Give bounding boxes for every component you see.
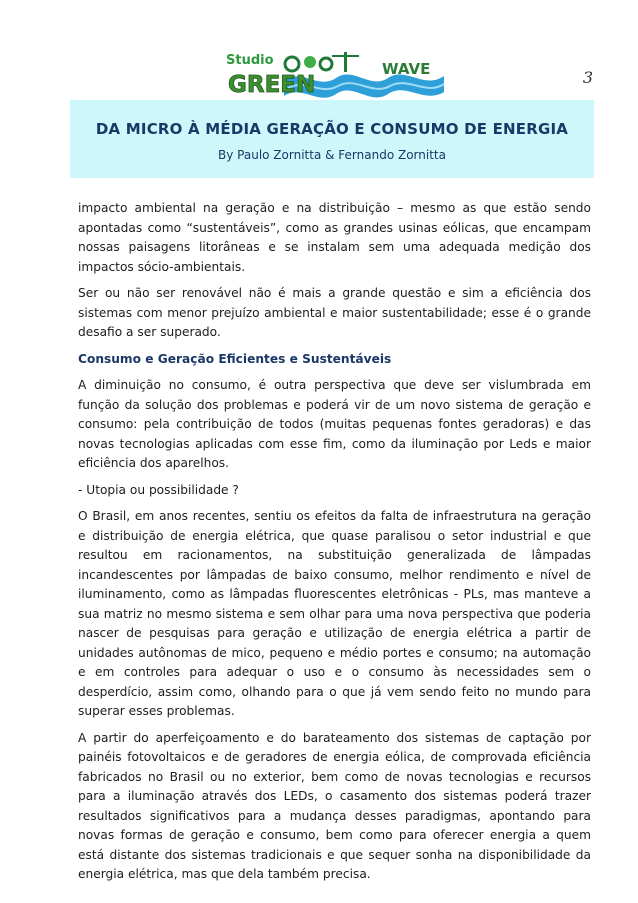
logo-wave-text: WAVE — [382, 60, 431, 78]
logo-graphic — [222, 46, 448, 102]
paragraph: impacto ambiental na geração e na distribuição – mesmo as que estão sendo apontadas como “sustentáveis”, como as grandes usinas eólicas, que encampam nossas paisagens litorâneas e se instalam sem uma adequada medição dos impactos sócio-ambientais. — [78, 201, 591, 274]
paragraph: A partir do aperfeiçoamento e do barateamento dos sistemas de captação por painéis fotovoltaicos e de geradores de energia eólica, de comprovada eficiência fabricados no Brasil ou no exterior, bem como de novas tecnologias e recursos para a iluminação através dos LEDs, o casamento dos sistemas poderá trazer resultados significativos para a mudança desses paradigmas, apontando para novas formas de geração e consumo, bem como para oferecer energia a quem está distante dos sistemas tradicionais e que sequer sonha na disponibilidade da energia elétrica, mas que dela também precisa. — [78, 730, 591, 881]
section-heading: Consumo e Geração Eficientes e Sustentáveis — [78, 351, 392, 366]
article-body — [78, 199, 591, 892]
page-number: 3 — [582, 68, 593, 87]
article-title: DA MICRO À MÉDIA GERAÇÃO E CONSUMO DE ENERGIA — [95, 120, 569, 138]
paragraph: - Utopia ou possibilidade ? — [78, 482, 239, 497]
article-byline: By Paulo Zornitta & Fernando Zornitta — [218, 148, 446, 162]
paragraph: Ser ou não ser renovável não é mais a grande questão e sim a eficiência dos sistemas com menor prejuízo ambiental e maior sustentabilidade; esse é o grande desafio a ser superado. — [78, 286, 591, 339]
paragraph: O Brasil, em anos recentes, sentiu os efeitos da falta de infraestrutura na geração e distribuição de energia elétrica, que quase paralisou o setor industrial e que resultou em racionamentos, na substituição generalizada de lâmpadas incandescentes por lâmpadas de baixo consumo, melhor rendimento e nível de iluminamento, como as lâmpadas fluorescentes eletrônicas - PLs, mas manteve a sua matriz no mesmo sistema e sem olhar para uma nova perspectiva que poderia nascer de pesquisas para geração e utilização de energia elétrica a partir de unidades autônomas de mico, pequeno e médio portes e consumo; na automação e em controles para adequar o uso e o consumo às necessidades sem o desperdício, assim como, olhando para o que já vem sendo feito no mundo para superar esses problemas. — [78, 509, 591, 718]
studio-green-wave-logo — [222, 46, 448, 102]
paragraph: A diminuição no consumo, é outra perspectiva que deve ser vislumbrada em função da solução dos problemas e poderá vir de um novo sistema de geração e consumo: pela contribuição de todos (muitas pequenas fontes geradoras) e das novas tecnologias aplicadas com esse fim, como da iluminação por Leds e maior eficiência dos aparelhos. — [78, 378, 591, 470]
logo-green-text: GREEN — [228, 72, 316, 98]
logo-studio-text: Studio — [226, 53, 274, 68]
title-banner — [70, 100, 594, 178]
